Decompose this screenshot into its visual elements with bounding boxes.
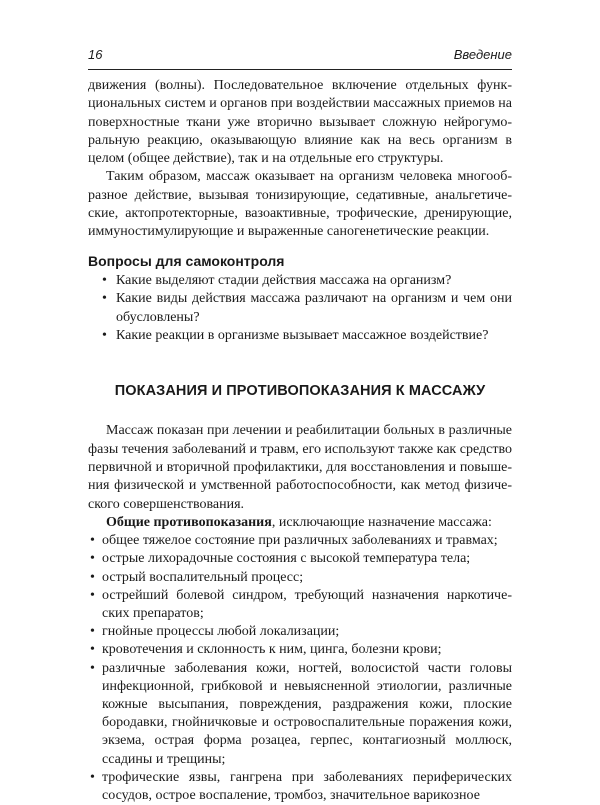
list-item: • острый воспалительный процесс; [88,569,512,587]
contraindications-lead [88,514,512,532]
list-item: • трофические язвы, гангрена при заболеваниях периферических сосудов, острое воспаление, тромбоз, значительное варикозное [88,769,512,805]
page-number: 16 [88,47,103,62]
list-item: • гнойные процессы любой локализации; [88,623,512,641]
section-name: Введение [453,47,512,62]
section-title: ПОКАЗАНИЯ И ПРОТИВОПОКАЗАНИЯ К МАССАЖУ [114,383,486,400]
contraindications-list [88,532,512,805]
running-header [88,47,512,63]
list-item: • острые лихорадочные состояния с высокой температура тела; [88,550,512,568]
contraindications-rest: , исключающие назначение массажа: [271,514,492,530]
intro-paragraph-2: Таким образом, массаж оказывает на организм человека многообразное действие, вызывая тонизирующие, седативные, анальгетические, актопротекторные, вазоактивные, трофические, дренирующие, иммуностимулирующие и выраженные саногенетические реакции. [88,169,512,240]
contraindications-bold: Общие противопоказания [106,514,272,530]
intro-paragraph-1: движения (волны). Последовательное включение отдельных функциональных систем и органов при воздействии массажных приемов на поверхностные ткани уже вторично вызывает сложную нейрогуморальную реакцию, оказывающую влияние как на весь организм в целом (общее действие), так и на отдельные его структуры. [88,78,513,167]
list-item: • острейший болевой синдром, требующий назначения наркотических препаратов; [88,587,512,623]
list-item: • общее тяжелое состояние при различных заболеваниях и травмах; [88,532,512,550]
list-item: • кровотечения и склонность к ним, цинга, болезни крови; [88,641,512,659]
header-rule [88,69,512,70]
list-item: • Какие реакции в организме вызывает массажное воздействие? [88,327,512,345]
page-body [88,77,512,805]
list-item: • Какие виды действия массажа различают на организм и чем они обусловлены? [88,290,512,327]
questions-heading: Вопросы для самоконтроля [88,252,285,269]
questions-list [88,272,512,345]
section-paragraph: Массаж показан при лечении и реабилитации больных в различные фазы течения заболеваний и травм, его используют также как средство первичной и вторичной профилактики, для восстановления и повышения физической и умственной работоспособности, как метод физического совершенствования. [88,423,512,512]
list-item: • Какие выделяют стадии действия массажа на организм? [88,272,512,290]
list-item: • различные заболевания кожи, ногтей, волосистой части головы инфекционной, грибковой и невыясненной этиологии, различные кожные высыпания, повреждения, раздражения кожи, плоские бородавки, гнойничковые и островоспалительные поражения кожи, экзема, острая форма розацеа, герпес, контагиозный моллюск, ссадины и трещины; [88,660,512,769]
